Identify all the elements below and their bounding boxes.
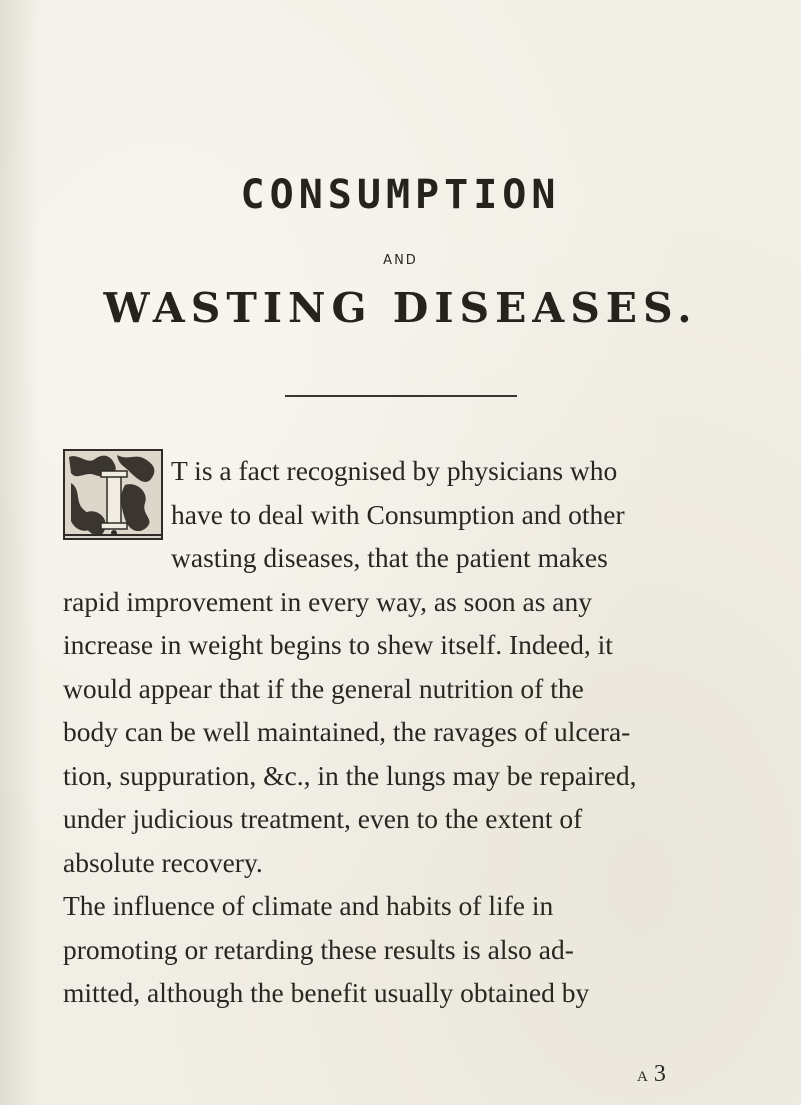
text-line: rapid improvement in every way, as soon as any (63, 585, 592, 617)
text-line: under judicious treatment, even to the extent of (63, 803, 583, 834)
text-line: The influence of climate and habits of life in (63, 890, 554, 921)
signature-number: 3 (653, 1061, 676, 1087)
text-line: have to deal with Consumption and other (171, 498, 625, 530)
body-text (63, 449, 768, 1015)
text-line: tion, suppuration, &c., in the lungs may be repaired, (63, 759, 637, 791)
text-line: T is a fact recognised by physicians who (171, 455, 618, 486)
signature-letter: A (637, 1069, 654, 1085)
title-subtitle: WASTING DISEASES. (103, 284, 698, 332)
paragraph-2 (63, 884, 768, 1015)
signature-mark (637, 1061, 676, 1088)
text-line: mitted, although the benefit usually obtained by (63, 977, 590, 1008)
paragraph-1 (63, 449, 768, 884)
title-rule (285, 395, 517, 397)
text-line: increase in weight begins to shew itself. Indeed, it (63, 629, 613, 660)
title-conjunction: AND (383, 253, 418, 268)
text-line: promoting or retarding these results is also ad- (63, 933, 574, 965)
text-line: wasting diseases, that the patient makes (171, 542, 608, 573)
text-line: would appear that if the general nutrition of the (63, 672, 584, 704)
title-main: CONSUMPTION (240, 172, 561, 218)
text-line: body can be well maintained, the ravages of ulcera- (63, 716, 631, 747)
page-gutter-shade (0, 0, 40, 1105)
text-line: absolute recovery. (63, 846, 263, 878)
